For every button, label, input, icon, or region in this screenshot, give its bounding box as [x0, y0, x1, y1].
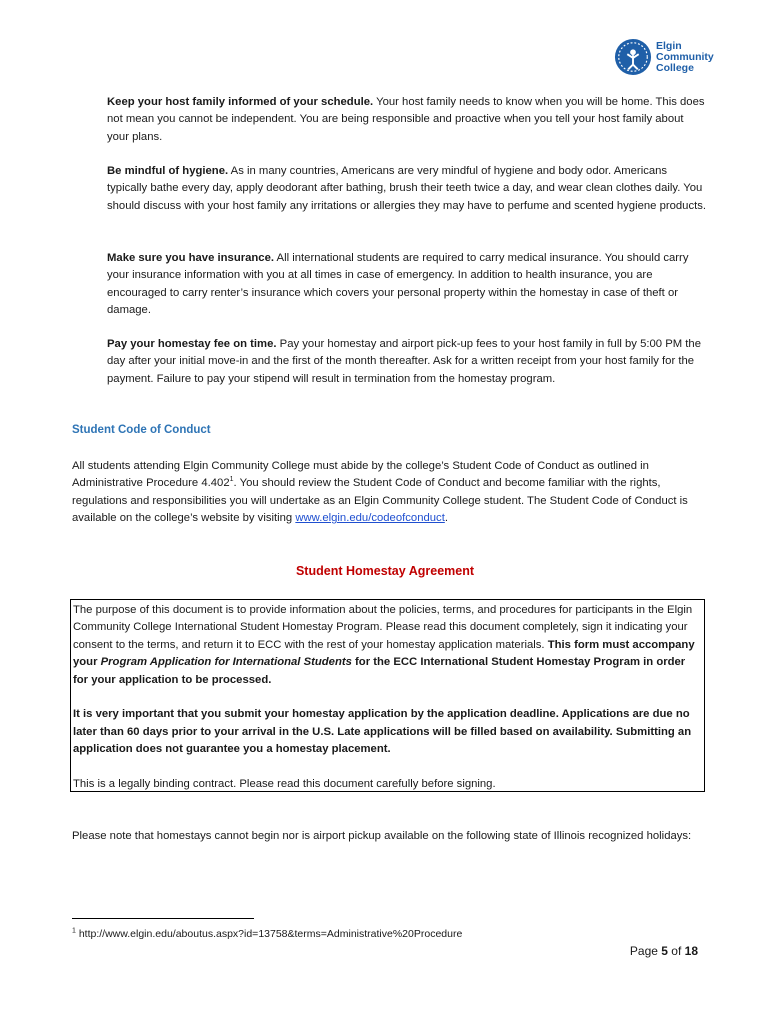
agreement-purpose-paragraph: The purpose of this document is to provide information about the policies, terms, and procedures for participants in the Elgin Community College International Student Homestay Program. Please read this document completely, sign it indicating your consent to the terms, and return it to ECC with the rest of your homestay application materials. This form must accompany your Program Application for International Students for the ECC International Student Homestay Program in order for your application to be processed. [73, 604, 695, 686]
agreement-deadline-paragraph: It is very important that you submit your homestay application by the application deadline. Applications are due no later than 60 days prior to your arrival in the U.S. Late applications will be filled based on availability. Submitting an application does not guarantee you a homestay placement. [73, 708, 692, 756]
agreement-title: Student Homestay Agreement [295, 564, 475, 578]
code-of-conduct-paragraph: All students attending Elgin Community College must abide by the college’s Student Code of Conduct as outlined in Administrative Procedure 4.402$^1$. You should review the Student Code of Conduct and become familiar with the rights, regulations and responsibilities you will undertake as an Elgin Community College student. The Student Code of Conduct is available on the college’s website by visiting www.elgin.edu/codeofconduct. [72, 460, 688, 525]
bullet-insurance: Make sure you have insurance. All international students are required to carry medical insurance. You should carry your insurance information with you at all times in case of emergency. In addition to health insurance, you are encouraged to carry renter’s insurance which covers your personal property within the homestay in case of theft or damage. [107, 252, 689, 317]
college-seal-icon [614, 38, 652, 76]
footnote-divider [72, 918, 254, 919]
college-logo [614, 36, 724, 78]
footnote-ref: 1 [229, 476, 234, 484]
section-heading-code-of-conduct: Student Code of Conduct [72, 424, 211, 436]
page-number: Page 5 of 18 [629, 944, 698, 958]
bullet-schedule: Keep your host family informed of your schedule. Your host family needs to know when you will be home. This does not mean you cannot be independent. You are being responsible and proactive when you tell your host family about your plans. [107, 96, 705, 143]
code-of-conduct-link[interactable]: www.elgin.edu/codeofconduct [295, 512, 445, 525]
bullet-hygiene: Be mindful of hygiene. As in many countries, Americans are very mindful of hygiene and body odor. Americans typically bathe every day, apply deodorant after bathing, brush their teeth twice a day, and wear clean clothes daily. You should discuss with your host family any irritations or allergies they may have to perfume and scented hygiene products. [107, 165, 707, 212]
agreement-legal-paragraph: This is a legally binding contract. Please read this document carefully before signing. [73, 778, 496, 791]
logo-wordmark: Elgin Community College [656, 39, 714, 74]
bullet-fee: Pay your homestay fee on time. Pay your homestay and airport pick-up fees to your host family in full by 5:00 PM the day after your initial move-in and the first of the month thereafter. Ask for a written receipt from your host family for the payment. Failure to pay your stipend will result in termination from the homestay program. [107, 338, 701, 385]
footnote: $^1$ http://www.elgin.edu/aboutus.aspx?id=13758&terms=Administrative%20Procedure [72, 927, 463, 940]
agreement-box [70, 599, 705, 792]
holidays-note: Please note that homestays cannot begin nor is airport pickup available on the following state of Illinois recognized holidays: [72, 830, 692, 842]
